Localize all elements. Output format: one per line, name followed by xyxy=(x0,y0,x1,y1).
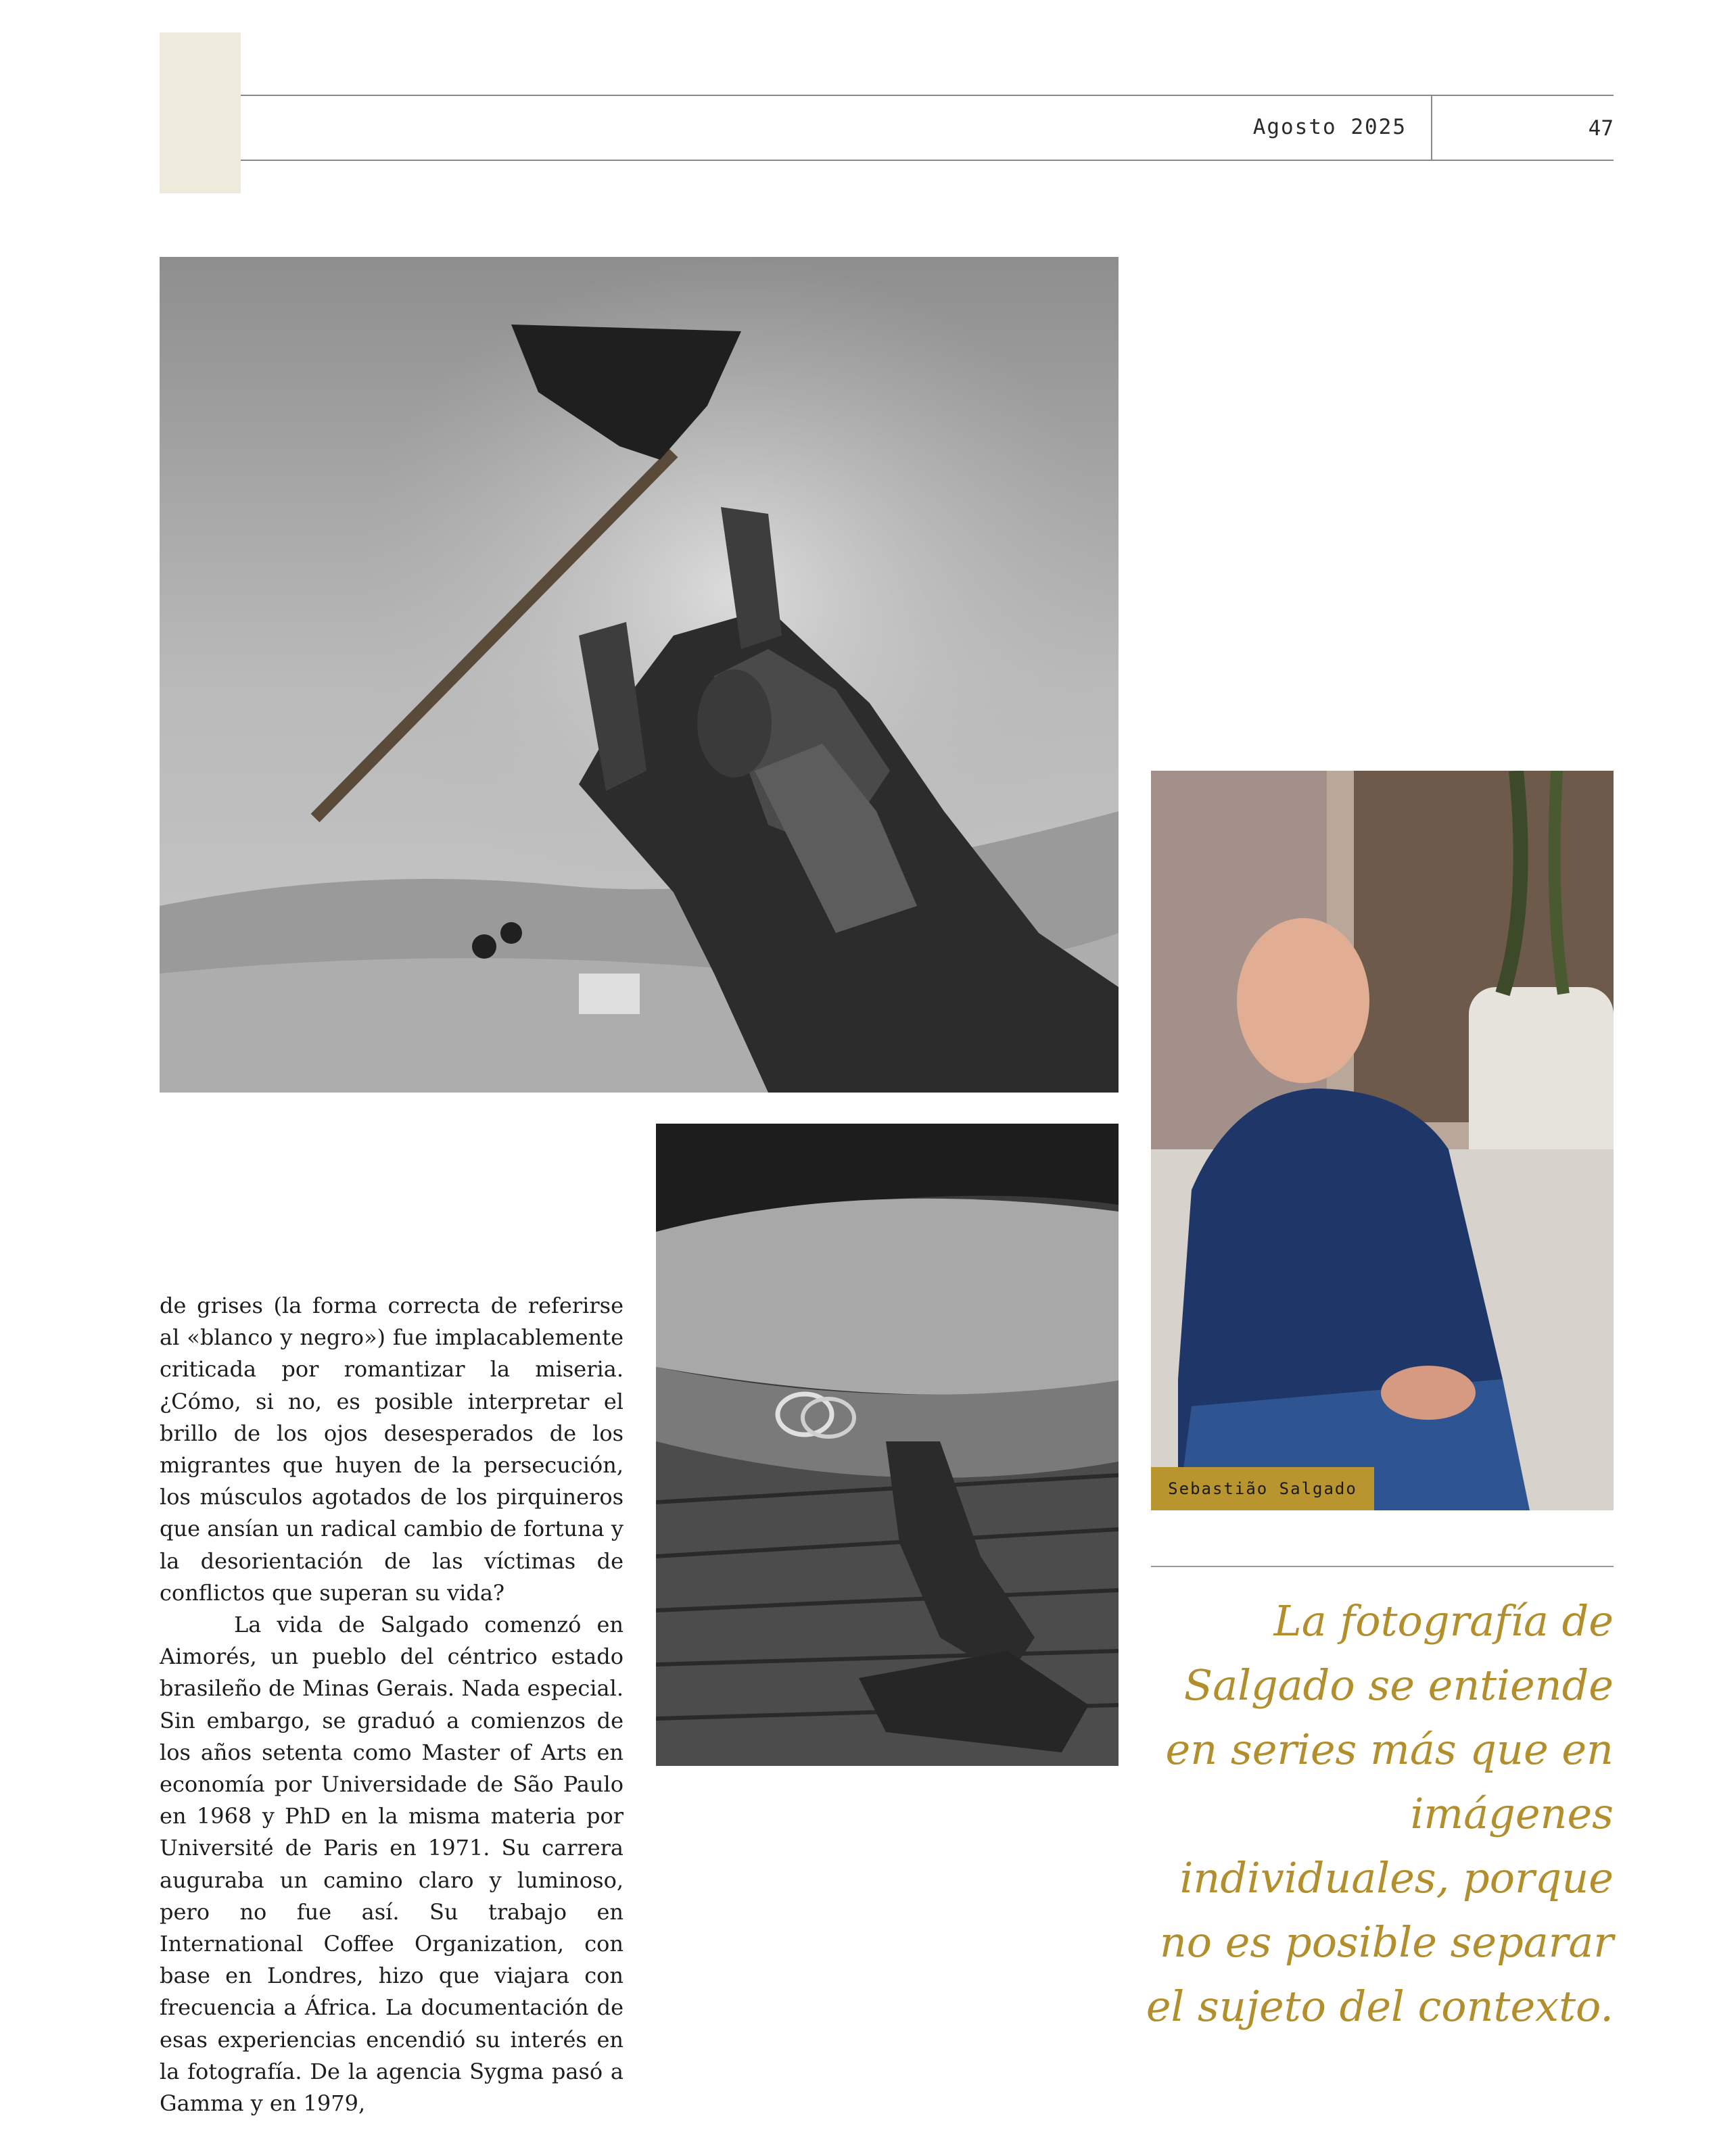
issue-date: Agosto 2025 xyxy=(1252,115,1407,139)
photo-portrait-salgado xyxy=(1151,771,1614,1510)
article-paragraph: La vida de Salgado comenzó en Aimorés, un pueblo del céntrico estado brasileño de Minas Gerais. Nada especial. Sin embargo, se graduó a comienzos de los años setenta como Master of Arts en economía por Universidade de São Paulo en 1968 y PhD en la misma materia por Université de Paris en 1971. Su carrera auguraba un camino claro y luminoso, pero no fue así. Su trabajo en International Coffee Organization, con base en Londres, hizo que viajara con frecuencia a África. La documentación de esas experiencias encendió su interés en la fotografía. De la agencia Sygma pasó a Gamma y en 1979, xyxy=(160,1612,624,2117)
photo-worker-pickaxe-graphic xyxy=(160,257,1119,1093)
header-rule-bottom xyxy=(241,160,1614,161)
article-paragraph: de grises (la forma correcta de referirse al «blanco y negro») fue implacablemente criticada por romantizar la miseria. ¿Cómo, si no, es posible interpretar el brillo de los ojos desesperados de los migrantes que huyen de la persecución, los músculos agotados de los pirquineros que ansían un radical cambio de fortuna y la desorientación de las víctimas de conflictos que superan su vida? xyxy=(160,1293,624,1606)
header-divider xyxy=(1431,95,1432,161)
photo-hands-bracelets xyxy=(656,1124,1119,1766)
article-body xyxy=(160,1290,624,2117)
photo-portrait-graphic xyxy=(1151,771,1614,1510)
pull-quote-rule xyxy=(1151,1566,1614,1567)
photo-caption-badge: Sebastião Salgado xyxy=(1151,1467,1374,1510)
photo-worker-pickaxe xyxy=(160,257,1119,1093)
photo-hands-bracelets-graphic xyxy=(656,1124,1119,1766)
pull-quote: La fotografía de Salgado se entiende en series más que en imágenes individuales, porque no es posible separar el sujeto del contexto. xyxy=(1146,1596,1614,2031)
header-rule-top xyxy=(241,95,1614,96)
page-number: 47 xyxy=(1588,116,1614,141)
corner-color-block xyxy=(160,32,241,193)
